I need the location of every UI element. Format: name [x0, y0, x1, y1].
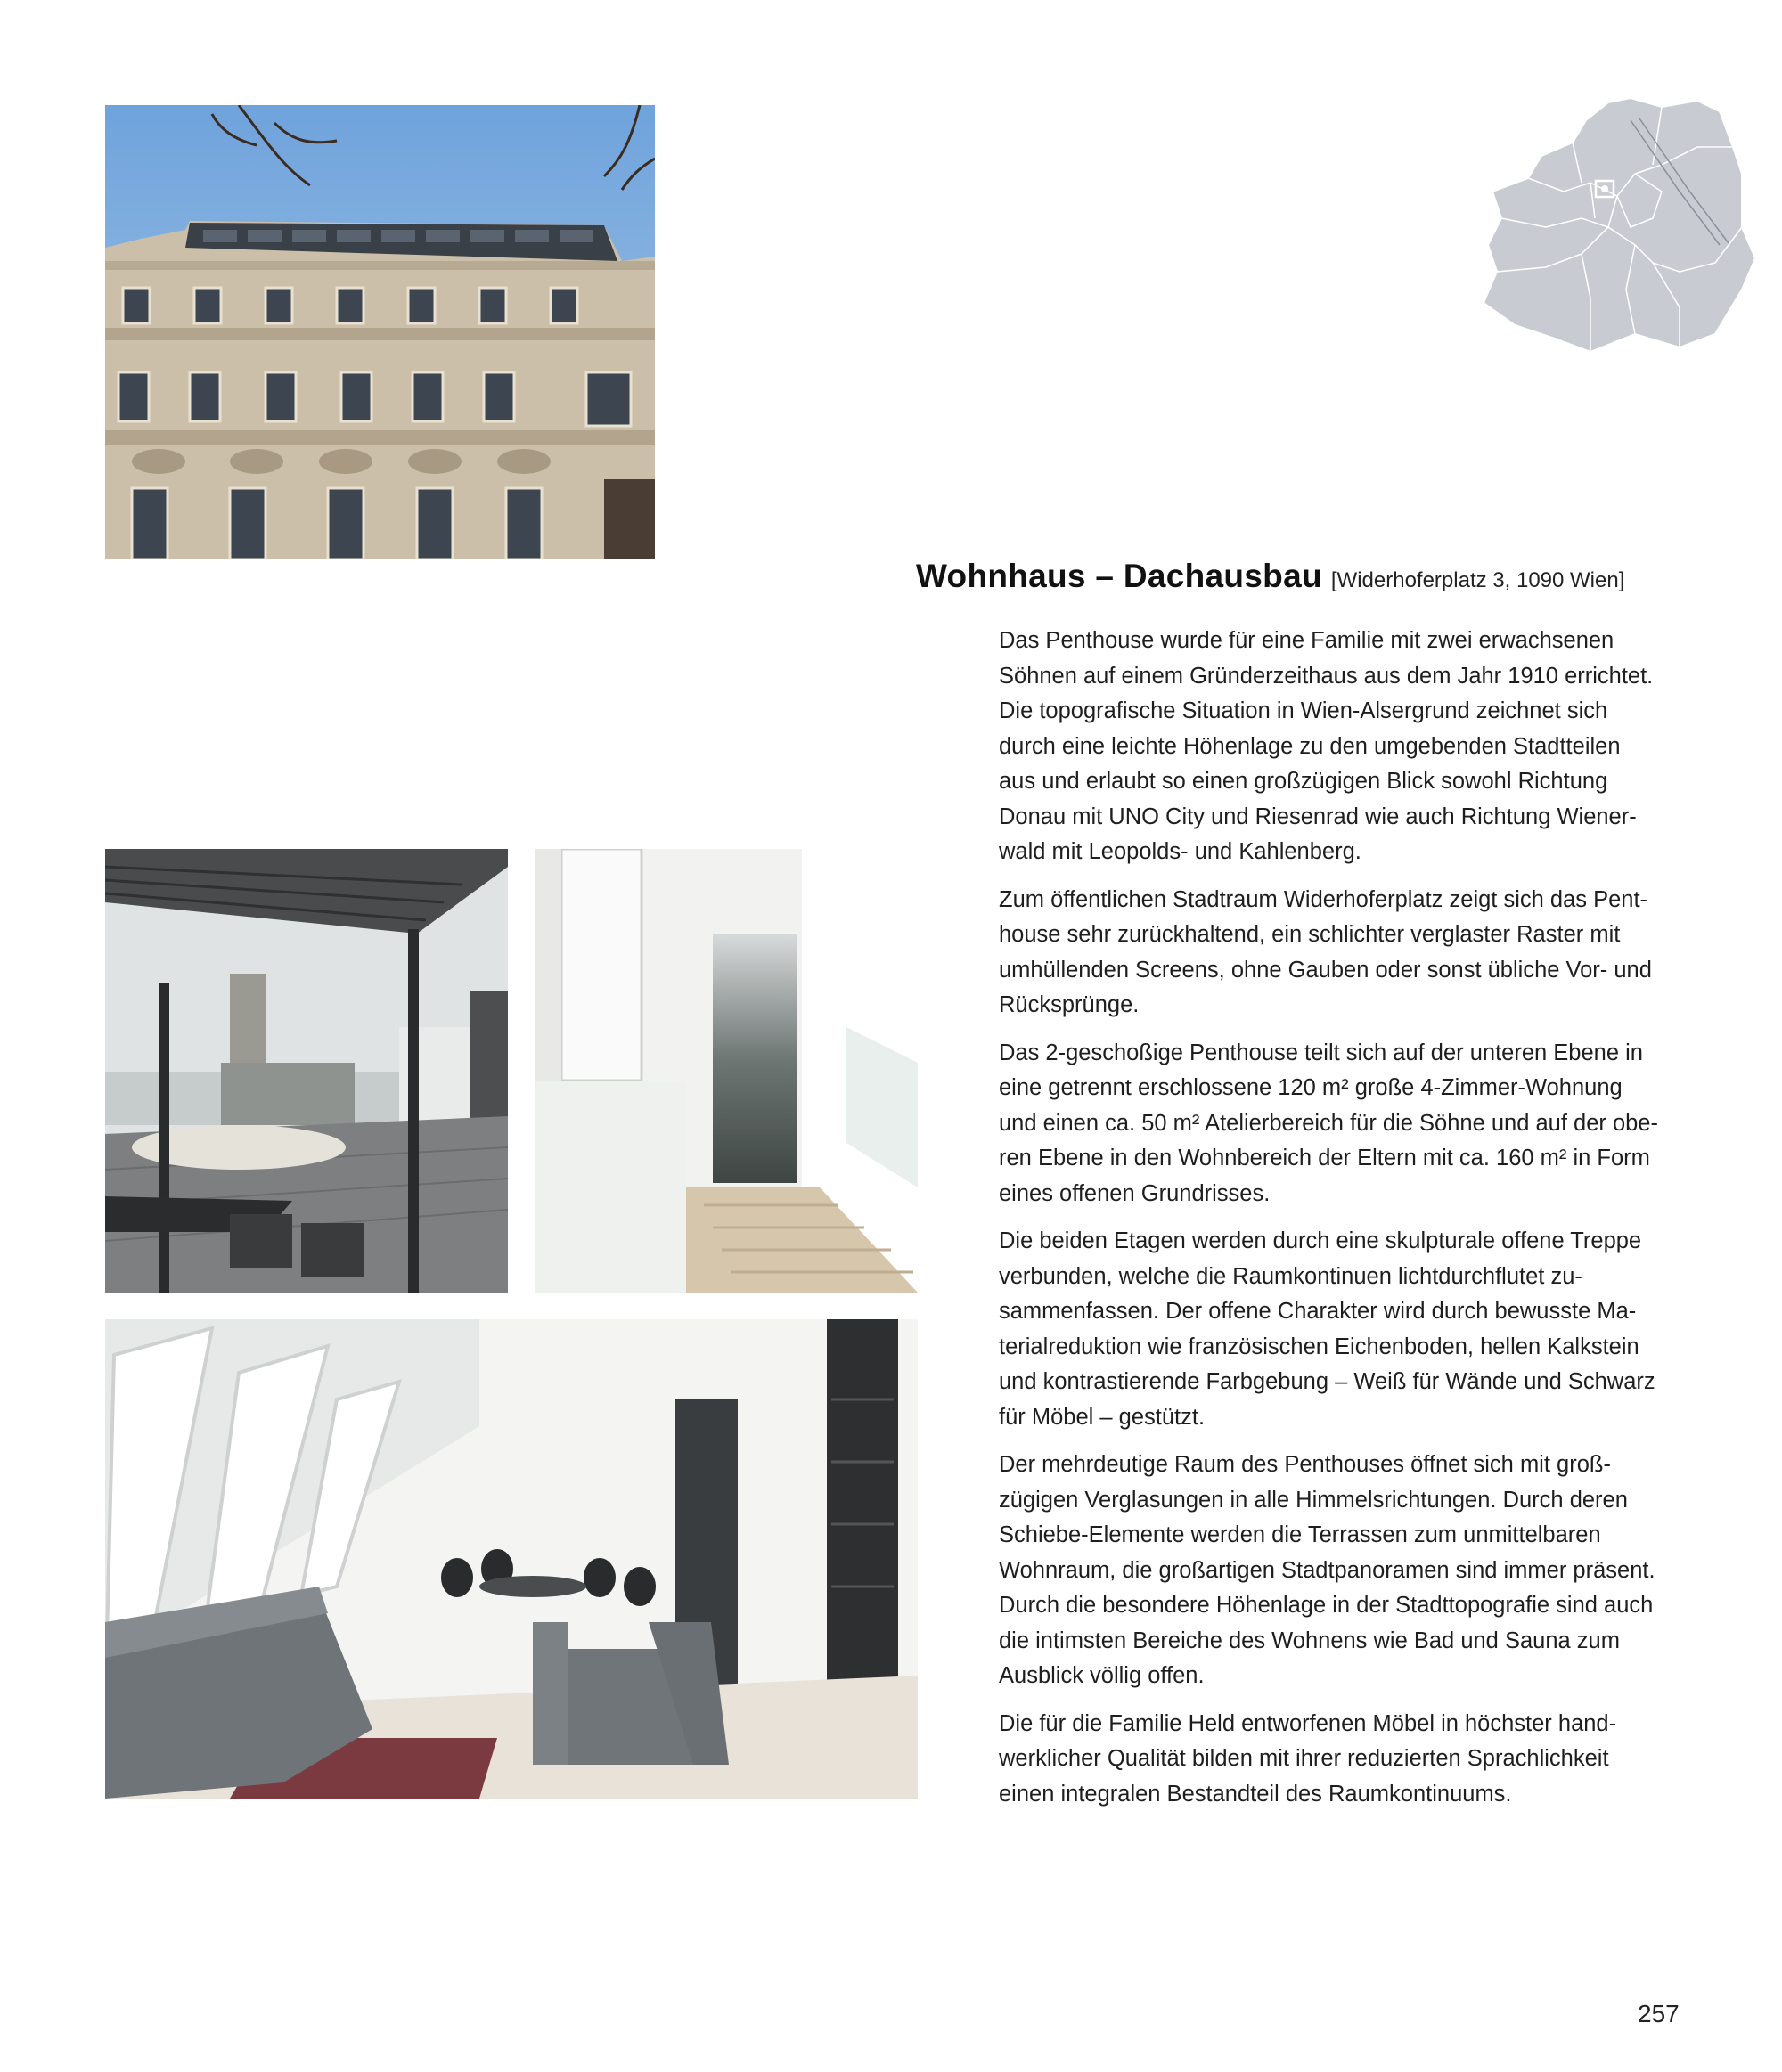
terrace-photo: [105, 849, 508, 1293]
vienna-district-map: [1475, 94, 1782, 361]
text-line: house sehr zurückhaltend, ein schlichter verglaster Raster mit: [999, 922, 1621, 947]
text-line: Rücksprünge.: [999, 992, 1140, 1017]
text-line: und einen ca. 50 m² Atelierbereich für die Söhne und auf der obe-: [999, 1110, 1658, 1136]
address-text: [Widerhoferplatz 3, 1090 Wien]: [1330, 568, 1625, 592]
text-line: sammenfassen. Der offene Charakter wird durch bewusste Ma-: [999, 1299, 1637, 1324]
text-line: Donau mit UNO City und Riesenrad wie auch Richtung Wiener-: [999, 804, 1637, 829]
article-title: Wohnhaus – Dachausbau: [916, 558, 1322, 594]
text-line: wald mit Leopolds- und Kahlenberg.: [999, 839, 1361, 864]
text-line: Das Penthouse wurde für eine Familie mit zwei erwachsenen: [999, 628, 1614, 653]
text-line: umhüllenden Screens, ohne Gauben oder sonst übliche Vor- und: [999, 957, 1652, 983]
text-line: zügigen Verglasungen in alle Himmelsrichtungen. Durch deren: [999, 1487, 1628, 1513]
page-number: 257: [1638, 2000, 1680, 2027]
text-line: Durch die besondere Höhenlage in der Stadttopografie sind auch: [999, 1593, 1654, 1618]
text-line: ren Ebene in den Wohnbereich der Eltern mit ca. 160 m² in Form: [999, 1146, 1650, 1171]
text-line: eine getrennt erschlossene 120 m² große 4-Zimmer-Wohnung: [999, 1075, 1623, 1100]
paragraph: [999, 1448, 1694, 1694]
text-line: Die für die Familie Held entworfenen Möbel in höchster hand-: [999, 1710, 1617, 1736]
paragraph: [999, 624, 1694, 870]
text-line: durch eine leichte Höhenlage zu den umgebenden Stadtteilen: [999, 733, 1621, 759]
text-line: Die topografische Situation in Wien-Alsergrund zeichnet sich: [999, 698, 1608, 723]
text-line: Zum öffentlichen Stadtraum Widerhoferplatz zeigt sich das Pent-: [999, 886, 1648, 912]
text-line: Söhnen auf einem Gründerzeithaus aus dem Jahr 1910 errichtet.: [999, 663, 1654, 689]
paragraph: [999, 1036, 1694, 1212]
text-line: Wohnraum, die großartigen Stadtpanoramen sind immer präsent.: [999, 1557, 1655, 1583]
facade-photo: [105, 105, 655, 559]
text-line: die intimsten Bereiche des Wohnens wie Bad und Sauna zum: [999, 1627, 1620, 1653]
text-line: Der mehrdeutige Raum des Penthouses öffnet sich mit groß-: [999, 1452, 1611, 1477]
text-line: verbunden, welche die Raumkontinuen lichtdurchflutet zu-: [999, 1263, 1582, 1289]
text-line: einen integralen Bestandteil des Raumkontinuums.: [999, 1781, 1512, 1807]
text-line: werklicher Qualität bilden mit ihrer reduzierten Sprachlichkeit: [999, 1746, 1609, 1771]
text-line: für Möbel – gestützt.: [999, 1404, 1206, 1430]
text-line: Das 2-geschoßige Penthouse teilt sich auf der unteren Ebene in: [999, 1040, 1643, 1065]
paragraph: [999, 883, 1694, 1024]
staircase-photo: [535, 849, 918, 1293]
body-text: [999, 624, 1694, 1824]
text-line: aus und erlaubt so einen großzügigen Blick sowohl Richtung: [999, 769, 1608, 794]
text-line: eines offenen Grundrisses.: [999, 1180, 1271, 1206]
living-room-photo: [105, 1319, 918, 1799]
text-line: Die beiden Etagen werden durch eine skulpturale offene Treppe: [999, 1228, 1642, 1253]
text-line: Ausblick völlig offen.: [999, 1663, 1205, 1688]
text-line: und kontrastierende Farbgebung – Weiß für Wände und Schwarz: [999, 1369, 1655, 1394]
paragraph: [999, 1707, 1694, 1813]
heading-row: [916, 558, 1700, 595]
text-line: terialreduktion wie französischen Eichenboden, hellen Kalkstein: [999, 1334, 1639, 1359]
text-line: Schiebe-Elemente werden die Terrassen zum unmittelbaren: [999, 1522, 1601, 1547]
paragraph: [999, 1224, 1694, 1435]
